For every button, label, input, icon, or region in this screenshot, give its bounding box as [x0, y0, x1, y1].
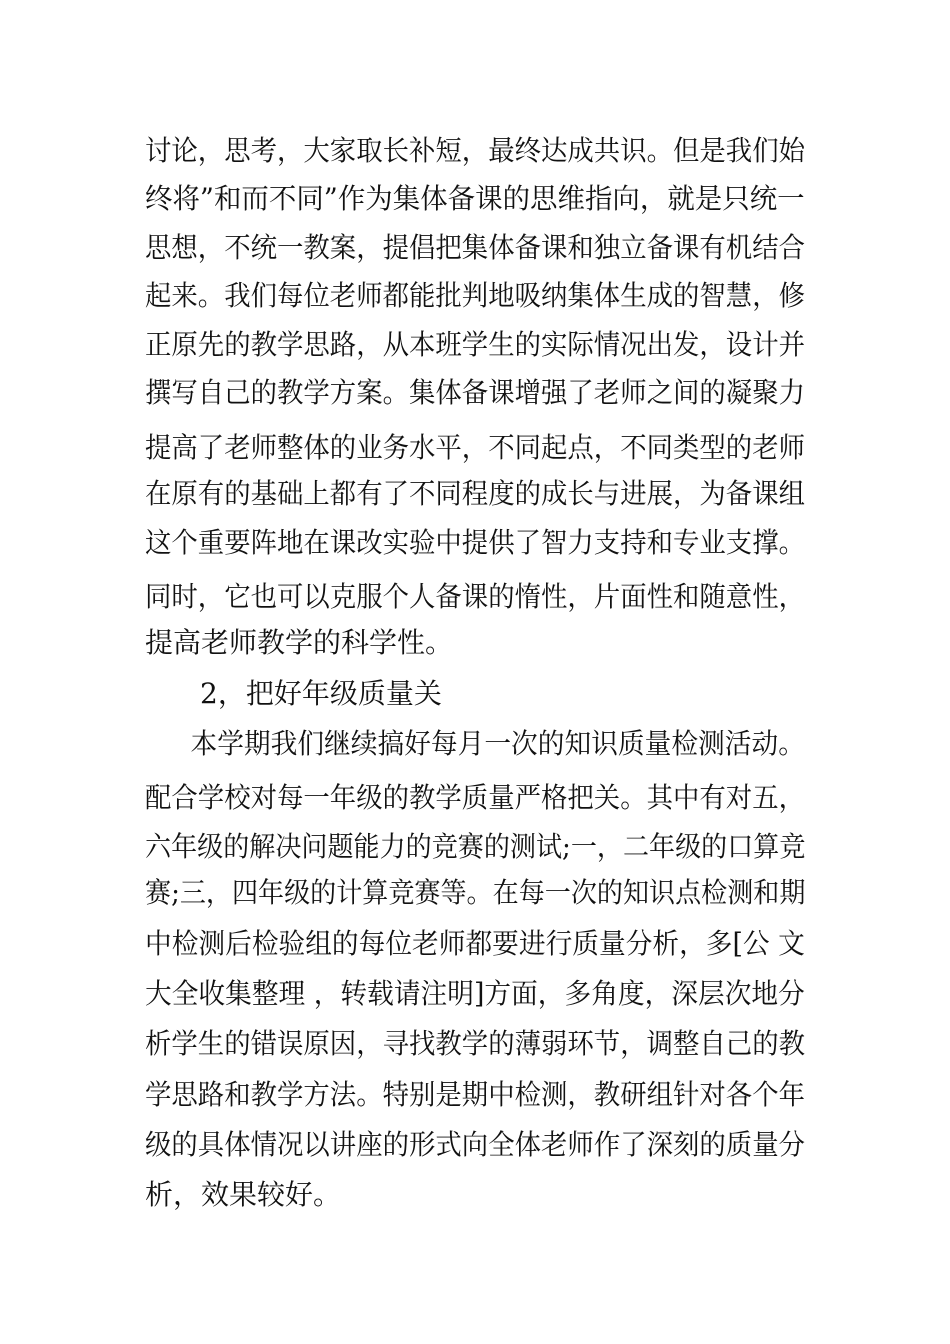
text-line-20: 学思路和教学方法。特别是期中检测，教研组针对各个年	[145, 1078, 806, 1111]
text-line-13: 本学期我们继续搞好每月一次的知识质量检测活动。	[182, 727, 805, 760]
text-line-18: 大全收集整理 ，转载请注明]方面，多角度，深层次地分	[145, 977, 805, 1010]
text-line-6: 撰写自己的教学方案。集体备课增强了老师之间的凝聚力	[145, 376, 806, 409]
text-line-2: 终将”和而不同”作为集体备课的思维指向，就是只统一	[145, 182, 805, 215]
text-line-3: 思想，不统一教案，提倡把集体备课和独立备课有机结合	[145, 231, 806, 264]
text-line-22: 析，效果较好。	[145, 1178, 342, 1211]
text-line-9: 这个重要阵地在课改实验中提供了智力支持和专业支撑。	[145, 526, 806, 559]
text-line-4: 起来。我们每位老师都能批判地吸纳集体生成的智慧，修	[145, 279, 806, 312]
text-line-1: 讨论，思考，大家取长补短，最终达成共识。但是我们始	[145, 134, 806, 167]
text-line-11: 提高老师教学的科学性。	[145, 626, 454, 659]
text-line-21: 级的具体情况以讲座的形式向全体老师作了深刻的质量分	[145, 1128, 806, 1161]
text-line-19: 析学生的错误原因，寻找教学的薄弱环节，调整自己的教	[145, 1027, 806, 1060]
text-line-8: 在原有的基础上都有了不同程度的成长与进展，为备课组	[145, 477, 806, 510]
text-line-10: 同时，它也可以克服个人备课的惰性，片面性和随意性，	[145, 580, 806, 613]
text-line-15: 六年级的解决问题能力的竞赛的测试;一，二年级的口算竞	[145, 830, 806, 863]
text-line-14: 配合学校对每一年级的教学质量严格把关。其中有对五，	[145, 781, 806, 814]
text-line-7: 提高了老师整体的业务水平，不同起点，不同类型的老师	[145, 431, 806, 464]
text-line-17: 中检测后检验组的每位老师都要进行质量分析，多[公 文	[145, 927, 805, 960]
section-heading: 2，把好年级质量关	[200, 677, 442, 710]
text-line-16: 赛;三，四年级的计算竞赛等。在每一次的知识点检测和期	[145, 876, 806, 909]
text-line-5: 正原先的教学思路，从本班学生的实际情况出发，设计并	[145, 328, 806, 361]
